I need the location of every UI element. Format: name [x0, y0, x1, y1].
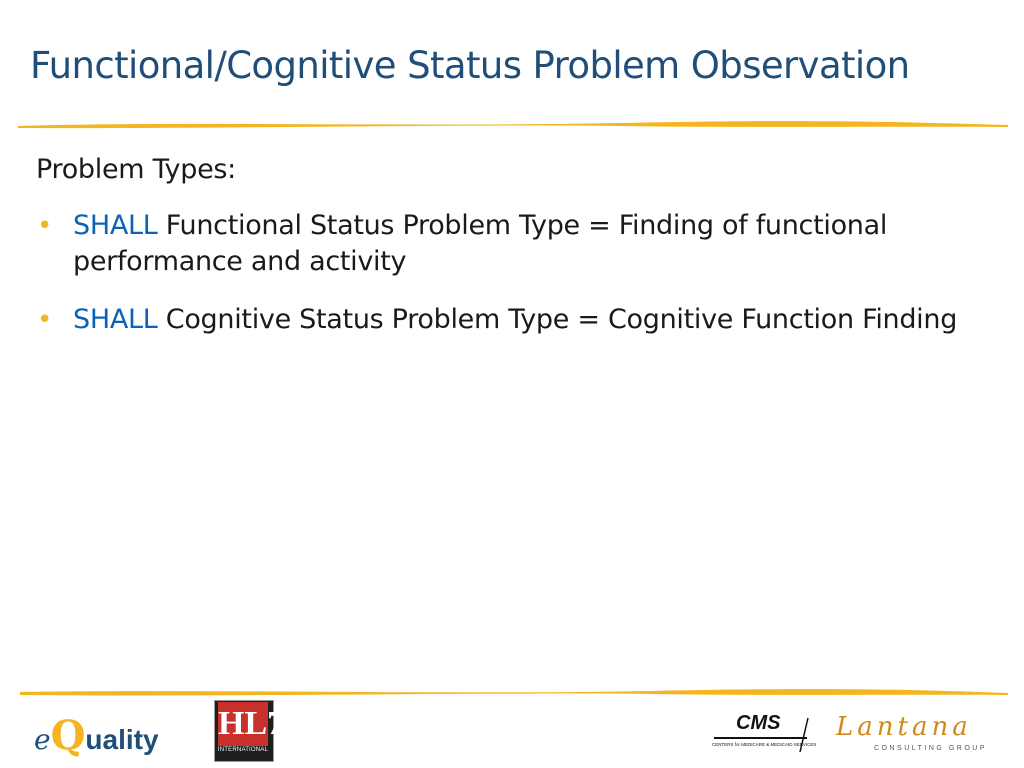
- cms-logo: CMS CENTERS for MEDICARE & MEDICAID SERVICES: [712, 712, 822, 756]
- equality-logo: eQuality: [34, 712, 159, 759]
- slide-body: [36, 152, 986, 360]
- bullet-dot-icon: •: [37, 305, 53, 335]
- slide-title: Functional/Cognitive Status Problem Observation: [30, 44, 910, 87]
- bullet-item-cognitive: [36, 302, 986, 338]
- shall-keyword: SHALL: [73, 304, 158, 335]
- bullet-item-functional: [36, 208, 986, 280]
- lantana-consulting-logo: Lantana CONSULTING GROUP: [836, 712, 987, 752]
- bullet-dot-icon: •: [37, 211, 53, 241]
- problem-types-heading: Problem Types:: [36, 154, 236, 185]
- shall-keyword: SHALL: [73, 210, 158, 241]
- bullet-text: Cognitive Status Problem Type = Cognitive Function Finding: [157, 304, 958, 335]
- title-divider: [0, 118, 1024, 132]
- hl7-international-logo: HL7 INTERNATIONAL: [214, 700, 272, 760]
- footer-divider: [0, 686, 1024, 700]
- bullet-text: Functional Status Problem Type = Finding of functional performance and activity: [73, 210, 888, 277]
